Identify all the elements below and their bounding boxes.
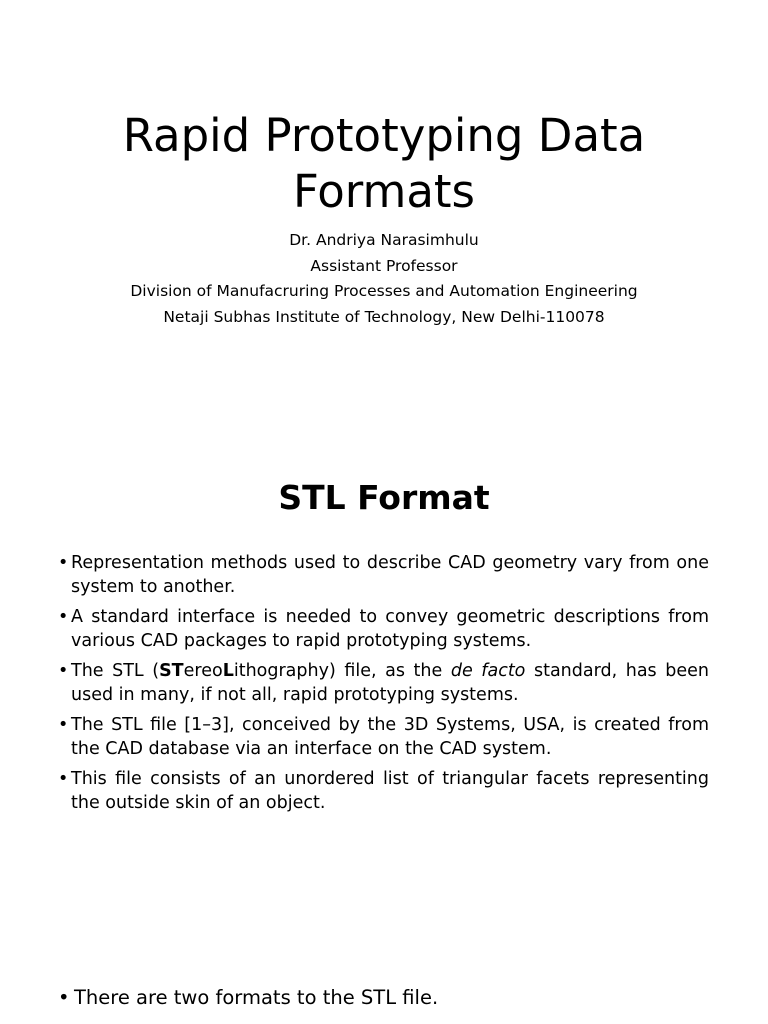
bullet-icon: •: [58, 986, 70, 1009]
bullet-item: [58, 713, 709, 761]
bullet-text: This file consists of an unordered list of triangular facets representing the outside skin of an object.: [71, 769, 709, 813]
bullet-text: The STL file [1–3], conceived by the 3D Systems, USA, is created from the CAD database via an interface on the CAD system.: [71, 715, 709, 759]
bullet-text: There are two formats to the STL file.: [74, 986, 439, 1009]
bullet-item: [58, 605, 709, 653]
bullet-item: [58, 985, 754, 1011]
slide-title: STL Format: [278, 478, 490, 517]
author-name: Dr. Andriya Narasimhulu: [289, 231, 479, 249]
stl-format-slide: [0, 432, 768, 864]
title-slide: [0, 0, 768, 432]
bullet-list: [58, 551, 709, 821]
bullet-text-part: standard, has been used in many, if not all, rapid prototyping systems.: [71, 661, 709, 705]
bullet-text: A standard interface is needed to convey geometric descriptions from various CAD packages to rapid prototyping systems.: [71, 607, 709, 651]
author-division: Division of Manufacruring Processes and Automation Engineering: [130, 282, 638, 300]
bullet-item: [58, 551, 709, 599]
stl-formats-slide: [0, 864, 768, 1024]
author-institute: Netaji Subhas Institute of Technology, New Delhi-110078: [163, 307, 605, 326]
bullet-text-part: ithography) file, as the: [233, 661, 451, 681]
bullet-icon: •: [58, 661, 69, 681]
bullet-icon: •: [58, 607, 69, 627]
bullet-icon: •: [58, 715, 69, 735]
bullet-icon: •: [58, 769, 69, 789]
bullet-text-part: The STL (: [71, 661, 160, 681]
bullet-text: [71, 661, 709, 705]
bold-letters-st: ST: [159, 661, 184, 681]
bold-letter-l: L: [222, 661, 234, 681]
bullet-text: Representation methods used to describe CAD geometry vary from one system to another.: [71, 553, 709, 597]
title-line-2: Formats: [292, 165, 476, 218]
italic-de-facto: de facto: [450, 661, 526, 681]
bullet-icon: •: [58, 553, 69, 573]
bullet-item: [58, 659, 709, 707]
author-block: [0, 228, 768, 330]
presentation-title: [0, 108, 768, 220]
title-line-1: Rapid Prototyping Data: [122, 109, 646, 162]
author-position: Assistant Professor: [310, 256, 458, 275]
bullet-text-part: ereo: [183, 661, 223, 681]
bullet-item: [58, 767, 709, 815]
